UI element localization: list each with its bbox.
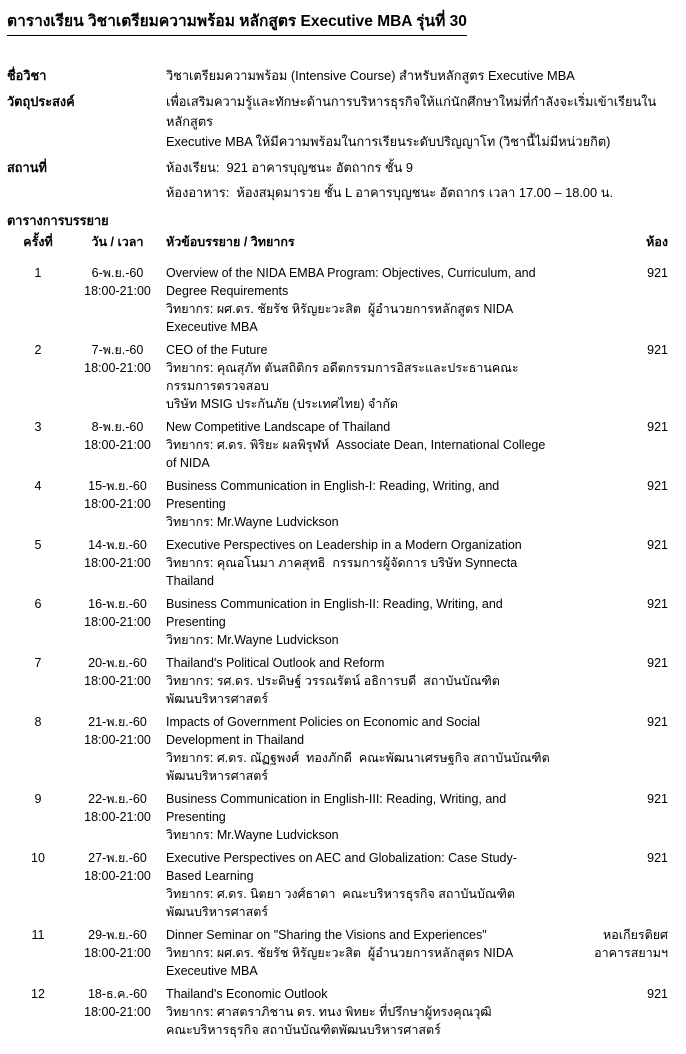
session-room: 921 [647, 715, 668, 729]
session-number: 9 [34, 792, 42, 806]
topic-speaker-cell [166, 790, 558, 844]
date-time-cell [69, 536, 166, 590]
room-cell [558, 654, 668, 708]
session-date: 14-พ.ย.-60 [88, 538, 147, 552]
session-number: 4 [34, 479, 42, 493]
session-room: 921 [647, 538, 668, 552]
session-number-cell [7, 926, 69, 980]
session-date: 29-พ.ย.-60 [88, 928, 147, 942]
session-date: 15-พ.ย.-60 [88, 479, 147, 493]
topic-speaker-cell [166, 264, 558, 336]
session-number: 10 [31, 851, 45, 865]
session-topic: Executive Perspectives on AEC and Globalization: Case Study-Based Learning [166, 851, 517, 883]
header-room: ห้อง [646, 235, 668, 249]
info-label: ชื่อวิชา [7, 68, 47, 83]
session-room: 921 [647, 597, 668, 611]
session-topic: Impacts of Government Policies on Economic and Social Development in Thailand [166, 715, 484, 747]
schedule-table [7, 233, 668, 1039]
table-row [7, 849, 668, 921]
session-time: 18:00-21:00 [84, 438, 151, 452]
table-row [7, 654, 668, 708]
date-time-cell [69, 849, 166, 921]
header-session-no: ครั้งที่ [23, 235, 53, 249]
session-room: 921 [647, 420, 668, 434]
session-speaker: วิทยากร: ศ.ดร. พิริยะ ผลพิรุฬห์ Associate Dean, International College of NIDA [166, 438, 549, 470]
session-room: 921 [647, 656, 668, 670]
session-room: อาคารสยามฯ [594, 946, 668, 960]
session-number: 1 [34, 266, 42, 280]
info-row-course-name [7, 66, 668, 86]
session-number: 11 [31, 928, 45, 942]
room-cell [558, 595, 668, 649]
session-room: 921 [647, 479, 668, 493]
topic-speaker-cell [166, 536, 558, 590]
date-time-cell [69, 926, 166, 980]
topic-speaker-cell [166, 341, 558, 413]
session-number: 6 [34, 597, 42, 611]
header-topic-speaker: หัวข้อบรรยาย / วิทยากร [166, 235, 295, 249]
room-cell [558, 536, 668, 590]
room-cell [558, 926, 668, 980]
date-time-cell [69, 341, 166, 413]
session-time: 18:00-21:00 [84, 810, 151, 824]
session-number-cell [7, 418, 69, 472]
session-speaker: วิทยากร: ผศ.ดร. ชัยรัช หิรัญยะวะสิต ผู้อำนวยการหลักสูตร NIDA Execeutive MBA [166, 302, 516, 334]
session-speaker: วิทยากร: Mr.Wayne Ludvickson [166, 515, 339, 529]
session-topic: Dinner Seminar on "Sharing the Visions and Experiences" [166, 928, 487, 942]
session-speaker: คณะบริหารธุรกิจ สถาบันบัณฑิตพัฒนบริหารศาสตร์ [166, 1023, 441, 1037]
topic-speaker-cell [166, 654, 558, 708]
session-time: 18:00-21:00 [84, 946, 151, 960]
session-number: 7 [34, 656, 42, 670]
session-number-cell [7, 264, 69, 336]
session-time: 18:00-21:00 [84, 674, 151, 688]
date-time-cell [69, 654, 166, 708]
session-number-cell [7, 595, 69, 649]
table-row [7, 595, 668, 649]
session-room: 921 [647, 266, 668, 280]
session-date: 21-พ.ย.-60 [88, 715, 147, 729]
session-date: 22-พ.ย.-60 [88, 792, 147, 806]
table-row [7, 713, 668, 785]
session-topic: CEO of the Future [166, 343, 268, 357]
session-topic: Thailand's Economic Outlook [166, 987, 328, 1001]
session-date: 6-พ.ย.-60 [91, 266, 144, 280]
info-line: Executive MBA ให้มีความพร้อมในการเรียนระดับปริญญาโท (วิชานี้ไม่มีหน่วยกิต) [166, 134, 611, 149]
table-row [7, 536, 668, 590]
session-topic: Thailand's Political Outlook and Reform [166, 656, 385, 670]
session-topic: New Competitive Landscape of Thailand [166, 420, 391, 434]
session-time: 18:00-21:00 [84, 556, 151, 570]
session-number: 3 [34, 420, 42, 434]
date-time-cell [69, 985, 166, 1039]
table-row [7, 790, 668, 844]
table-row [7, 926, 668, 980]
topic-speaker-cell [166, 849, 558, 921]
info-row-location [7, 158, 668, 203]
session-room: 921 [647, 851, 668, 865]
table-row [7, 418, 668, 472]
date-time-cell [69, 477, 166, 531]
table-row [7, 985, 668, 1039]
session-date: 27-พ.ย.-60 [88, 851, 147, 865]
info-line: เพื่อเสริมความรู้และทักษะด้านการบริหารธุรกิจให้แก่นักศึกษาใหม่ที่กำลังจะเริ่มเข้าเรียนในหลักสูตร [166, 94, 657, 129]
schedule-heading: ตารางการบรรยาย [7, 213, 109, 228]
session-speaker: วิทยากร: คุณอโนมา ภาคสุทธิ กรรมการผู้จัดการ บริษัท Synnecta Thailand [166, 556, 521, 588]
session-time: 18:00-21:00 [84, 1005, 151, 1019]
session-topic: Business Communication in English-III: Reading, Writing, and Presenting [166, 792, 510, 824]
session-room: หอเกียรติยศ [602, 928, 668, 942]
room-cell [558, 790, 668, 844]
session-speaker: วิทยากร: ศ.ดร. นิตยา วงศ์ธาดา คณะบริหารธุรกิจ สถาบันบัณฑิตพัฒนบริหารศาสตร์ [166, 887, 516, 919]
session-room: 921 [647, 343, 668, 357]
session-room: 921 [647, 792, 668, 806]
header-date-time: วัน / เวลา [91, 235, 144, 249]
room-cell [558, 713, 668, 785]
session-speaker: วิทยากร: คุณสุภัท ตันสถิติกร อดีตกรรมการอิสระและประธานคณะกรรมการตรวจสอบ [166, 361, 519, 393]
session-time: 18:00-21:00 [84, 733, 151, 747]
date-time-cell [69, 713, 166, 785]
session-number-cell [7, 849, 69, 921]
session-speaker: วิทยากร: ศ.ดร. ณัฏฐพงศ์ ทองภักดี คณะพัฒนาเศรษฐกิจ สถาบันบัณฑิตพัฒนบริหารศาสตร์ [166, 751, 550, 783]
info-line: วิชาเตรียมความพร้อม (Intensive Course) สำหรับหลักสูตร Executive MBA [166, 68, 575, 83]
session-time: 18:00-21:00 [84, 615, 151, 629]
table-row [7, 264, 668, 336]
session-number-cell [7, 536, 69, 590]
session-speaker: วิทยากร: Mr.Wayne Ludvickson [166, 828, 339, 842]
session-number-cell [7, 341, 69, 413]
session-speaker: วิทยากร: รศ.ดร. ประดิษฐ์ วรรณรัตน์ อธิการบดี สถาบันบัณฑิตพัฒนบริหารศาสตร์ [166, 674, 500, 706]
session-speaker: บริษัท MSIG ประกันภัย (ประเทศไทย) จำกัด [166, 397, 399, 411]
info-line: ห้องอาหาร: ห้องสมุดมารวย ชั้น L อาคารบุญชนะ อัตถากร เวลา 17.00 – 18.00 น. [166, 185, 614, 200]
session-time: 18:00-21:00 [84, 284, 151, 298]
schedule-rows [7, 264, 668, 1039]
topic-speaker-cell [166, 595, 558, 649]
date-time-cell [69, 595, 166, 649]
topic-speaker-cell [166, 926, 558, 980]
session-number: 2 [34, 343, 42, 357]
session-topic: Business Communication in English-I: Reading, Writing, and Presenting [166, 479, 503, 511]
topic-speaker-cell [166, 985, 558, 1039]
table-row [7, 477, 668, 531]
date-time-cell [69, 264, 166, 336]
session-room: 921 [647, 987, 668, 1001]
topic-speaker-cell [166, 477, 558, 531]
session-time: 18:00-21:00 [84, 361, 151, 375]
session-date: 18-ธ.ค.-60 [87, 987, 148, 1001]
session-speaker: วิทยากร: ผศ.ดร. ชัยรัช หิรัญยะวะสิต ผู้อำนวยการหลักสูตร NIDA Execeutive MBA [166, 946, 516, 978]
session-time: 18:00-21:00 [84, 497, 151, 511]
table-header-row [7, 233, 668, 251]
session-number-cell [7, 654, 69, 708]
session-date: 8-พ.ย.-60 [91, 420, 144, 434]
topic-speaker-cell [166, 418, 558, 472]
course-info-section [7, 66, 668, 203]
date-time-cell [69, 790, 166, 844]
session-time: 18:00-21:00 [84, 869, 151, 883]
session-speaker: วิทยากร: ศาสตราภิชาน ดร. ทนง พิทยะ ที่ปรึกษาผู้ทรงคุณวุฒิ [166, 1005, 492, 1019]
session-date: 16-พ.ย.-60 [88, 597, 147, 611]
session-date: 20-พ.ย.-60 [88, 656, 147, 670]
info-label: วัตถุประสงค์ [7, 94, 75, 109]
room-cell [558, 418, 668, 472]
room-cell [558, 341, 668, 413]
session-number: 5 [34, 538, 42, 552]
info-line: ห้องเรียน: 921 อาคารบุญชนะ อัตถากร ชั้น 9 [166, 160, 414, 175]
session-number-cell [7, 985, 69, 1039]
table-row [7, 341, 668, 413]
topic-speaker-cell [166, 713, 558, 785]
session-topic: Overview of the NIDA EMBA Program: Objectives, Curriculum, and Degree Requirements [166, 266, 540, 298]
info-row-objective [7, 92, 668, 152]
session-number-cell [7, 713, 69, 785]
room-cell [558, 985, 668, 1039]
session-number: 8 [34, 715, 42, 729]
session-number-cell [7, 477, 69, 531]
session-topic: Executive Perspectives on Leadership in a Modern Organization [166, 538, 522, 552]
info-label: สถานที่ [7, 160, 47, 175]
room-cell [558, 849, 668, 921]
room-cell [558, 477, 668, 531]
page-title: ตารางเรียน วิชาเตรียมความพร้อม หลักสูตร Executive MBA รุ่นที่ 30 [7, 8, 467, 36]
session-number-cell [7, 790, 69, 844]
room-cell [558, 264, 668, 336]
date-time-cell [69, 418, 166, 472]
session-speaker: วิทยากร: Mr.Wayne Ludvickson [166, 633, 339, 647]
session-date: 7-พ.ย.-60 [91, 343, 144, 357]
session-number: 12 [31, 987, 45, 1001]
session-topic: Business Communication in English-II: Reading, Writing, and Presenting [166, 597, 507, 629]
